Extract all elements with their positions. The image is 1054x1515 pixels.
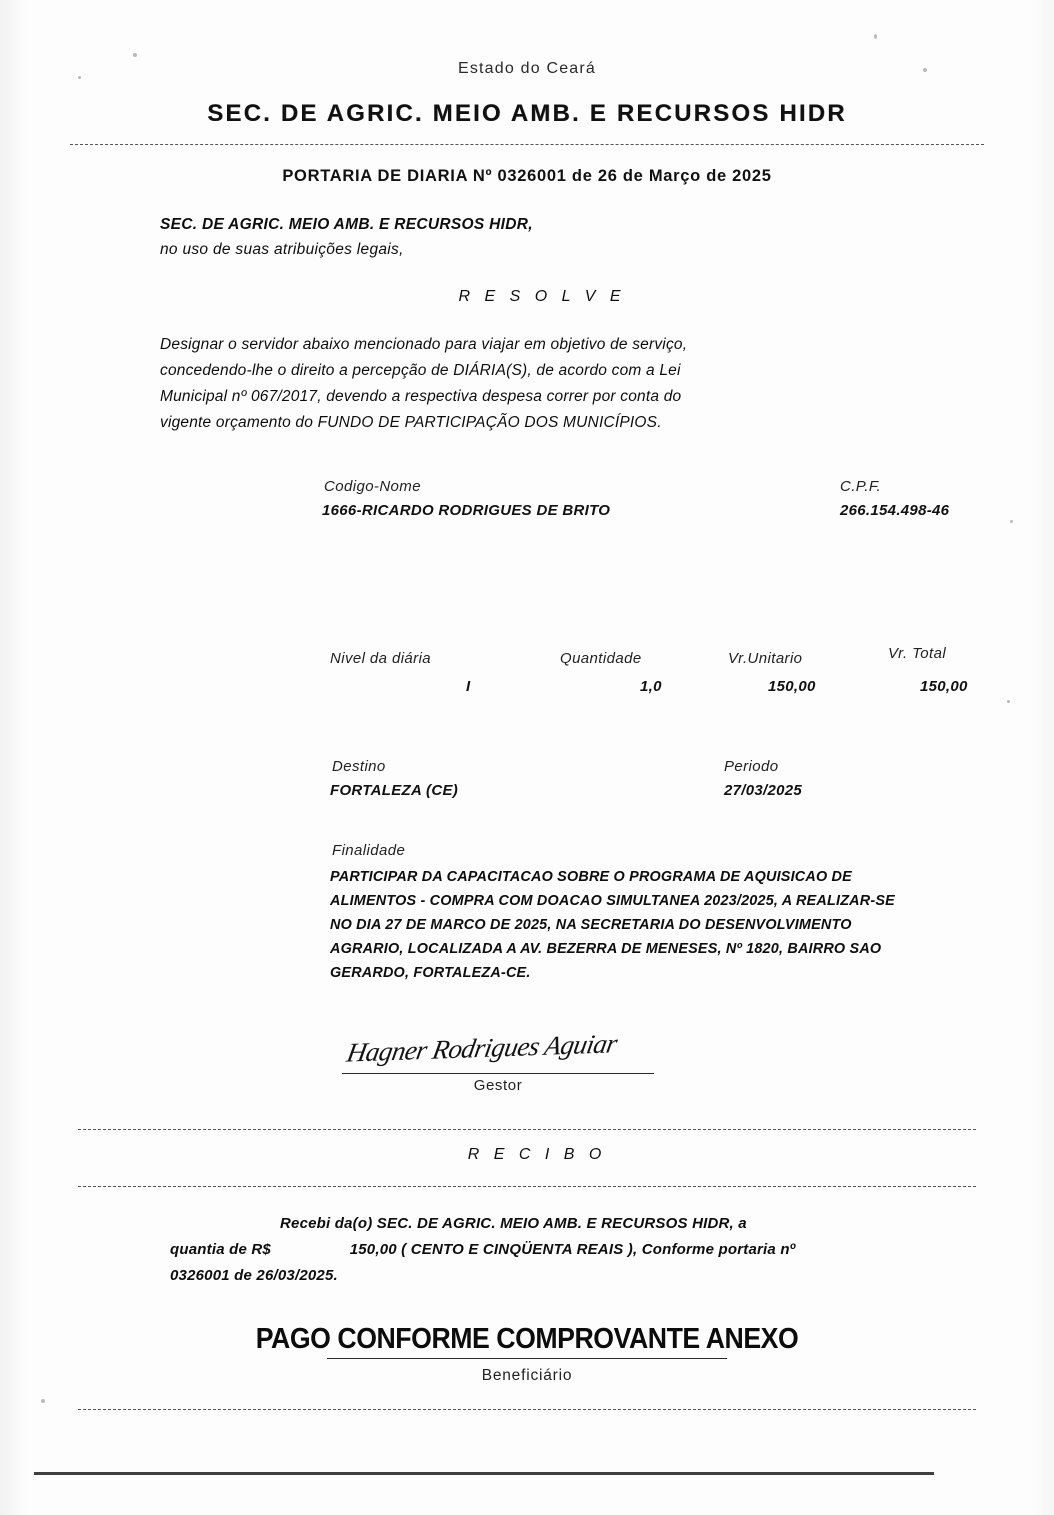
beneficiary-line — [327, 1358, 727, 1359]
divider-top — [70, 144, 984, 145]
destino-label: Destino — [332, 758, 386, 775]
diaria-header-nivel: Nivel da diária — [330, 650, 432, 667]
finalidade-line-4: AGRARIO, LOCALIZADA A AV. BEZERRA DE MENESES, Nº 1820, BAIRRO SAO — [330, 941, 882, 957]
diaria-header-total: Vr. Total — [888, 645, 947, 662]
resolve-line-4: vigente orçamento do FUNDO DE PARTICIPAÇÃO DOS MUNICÍPIOS. — [160, 414, 662, 431]
issuer-block — [160, 212, 920, 262]
pago-stamp: PAGO CONFORME COMPROVANTE ANEXO — [255, 1323, 799, 1355]
finalidade-line-1: PARTICIPAR DA CAPACITACAO SOBRE O PROGRAMA DE AQUISICAO DE — [330, 869, 852, 885]
finalidade-text — [330, 865, 970, 985]
diaria-header-unitario: Vr.Unitario — [728, 650, 803, 667]
resolve-line-1: Designar o servidor abaixo mencionado para viajar em objetivo de serviço, — [160, 336, 688, 353]
recibo-amount-value: 150,00 — [349, 1241, 397, 1258]
resolve-line-3: Municipal nº 067/2017, devendo a respectiva despesa correr por conta do — [160, 388, 682, 405]
diaria-value-quantidade: 1,0 — [640, 678, 662, 695]
codigo-nome-label: Codigo-Nome — [324, 478, 421, 495]
signature-area — [0, 1028, 1054, 1107]
recibo-title: R E C I B O — [467, 1146, 607, 1163]
cpf-label: C.P.F. — [840, 478, 882, 495]
divider-recibo-top — [78, 1129, 976, 1130]
resolve-label: R E S O L V E — [458, 288, 626, 305]
state-line: Estado do Ceará — [457, 60, 597, 77]
scan-bottom-edge — [34, 1472, 934, 1475]
issuer-line-1: SEC. DE AGRIC. MEIO AMB. E RECURSOS HIDR, — [160, 216, 533, 233]
finalidade-line-5: GERARDO, FORTALEZA-CE. — [330, 965, 531, 981]
resolve-line-2: concedendo-lhe o direito a percepção de DIÁRIA(S), de acordo com a Lei — [160, 362, 681, 379]
resolve-paragraph — [160, 332, 880, 436]
signature-handwriting: Hagner Rodrigues Aguiar — [344, 1028, 620, 1068]
recibo-line-3: 0326001 de 26/03/2025. — [170, 1267, 338, 1284]
diaria-table — [0, 645, 1054, 712]
beneficiary-caption: Beneficiário — [481, 1367, 573, 1384]
finalidade-block — [0, 842, 1054, 985]
divider-recibo-bottom — [78, 1186, 976, 1187]
signature-line — [342, 1073, 654, 1074]
diaria-value-total: 150,00 — [920, 678, 968, 695]
diaria-value-unitario: 150,00 — [768, 678, 816, 695]
recibo-amount-label: quantia de R$ — [170, 1241, 271, 1258]
signature-caption: Gestor — [473, 1077, 523, 1094]
recibo-line-2 — [170, 1237, 890, 1263]
codigo-nome-value: 1666-RICARDO RODRIGUES DE BRITO — [322, 502, 611, 519]
organization-title: SEC. DE AGRIC. MEIO AMB. E RECURSOS HIDR — [207, 100, 847, 127]
diaria-header-quantidade: Quantidade — [560, 650, 642, 667]
issuer-line-2: no uso de suas atribuições legais, — [160, 241, 404, 258]
recibo-amount-words: ( CENTO E CINQÜENTA REAIS ), Conforme portaria nº — [401, 1241, 796, 1258]
destino-periodo-block — [0, 758, 1054, 814]
recibo-line-1: Recebi da(o) SEC. DE AGRIC. MEIO AMB. E RECURSOS HIDR, a — [280, 1215, 747, 1232]
diaria-value-nivel: I — [466, 678, 471, 695]
destino-value: FORTALEZA (CE) — [330, 782, 459, 799]
finalidade-line-2: ALIMENTOS - COMPRA COM DOACAO SIMULTANEA 2023/2025, A REALIZAR-SE — [330, 893, 895, 909]
portaria-heading: PORTARIA DE DIARIA Nº 0326001 de 26 de Março de 2025 — [282, 167, 772, 185]
finalidade-line-3: NO DIA 27 DE MARCO DE 2025, NA SECRETARIA DO DESENVOLVIMENTO — [330, 917, 852, 933]
divider-bottom — [78, 1409, 976, 1410]
periodo-label: Periodo — [724, 758, 779, 775]
finalidade-label: Finalidade — [332, 842, 406, 859]
cpf-value: 266.154.498-46 — [840, 502, 950, 519]
servidor-block — [0, 478, 1054, 538]
periodo-value: 27/03/2025 — [724, 782, 803, 799]
recibo-body — [170, 1211, 890, 1289]
